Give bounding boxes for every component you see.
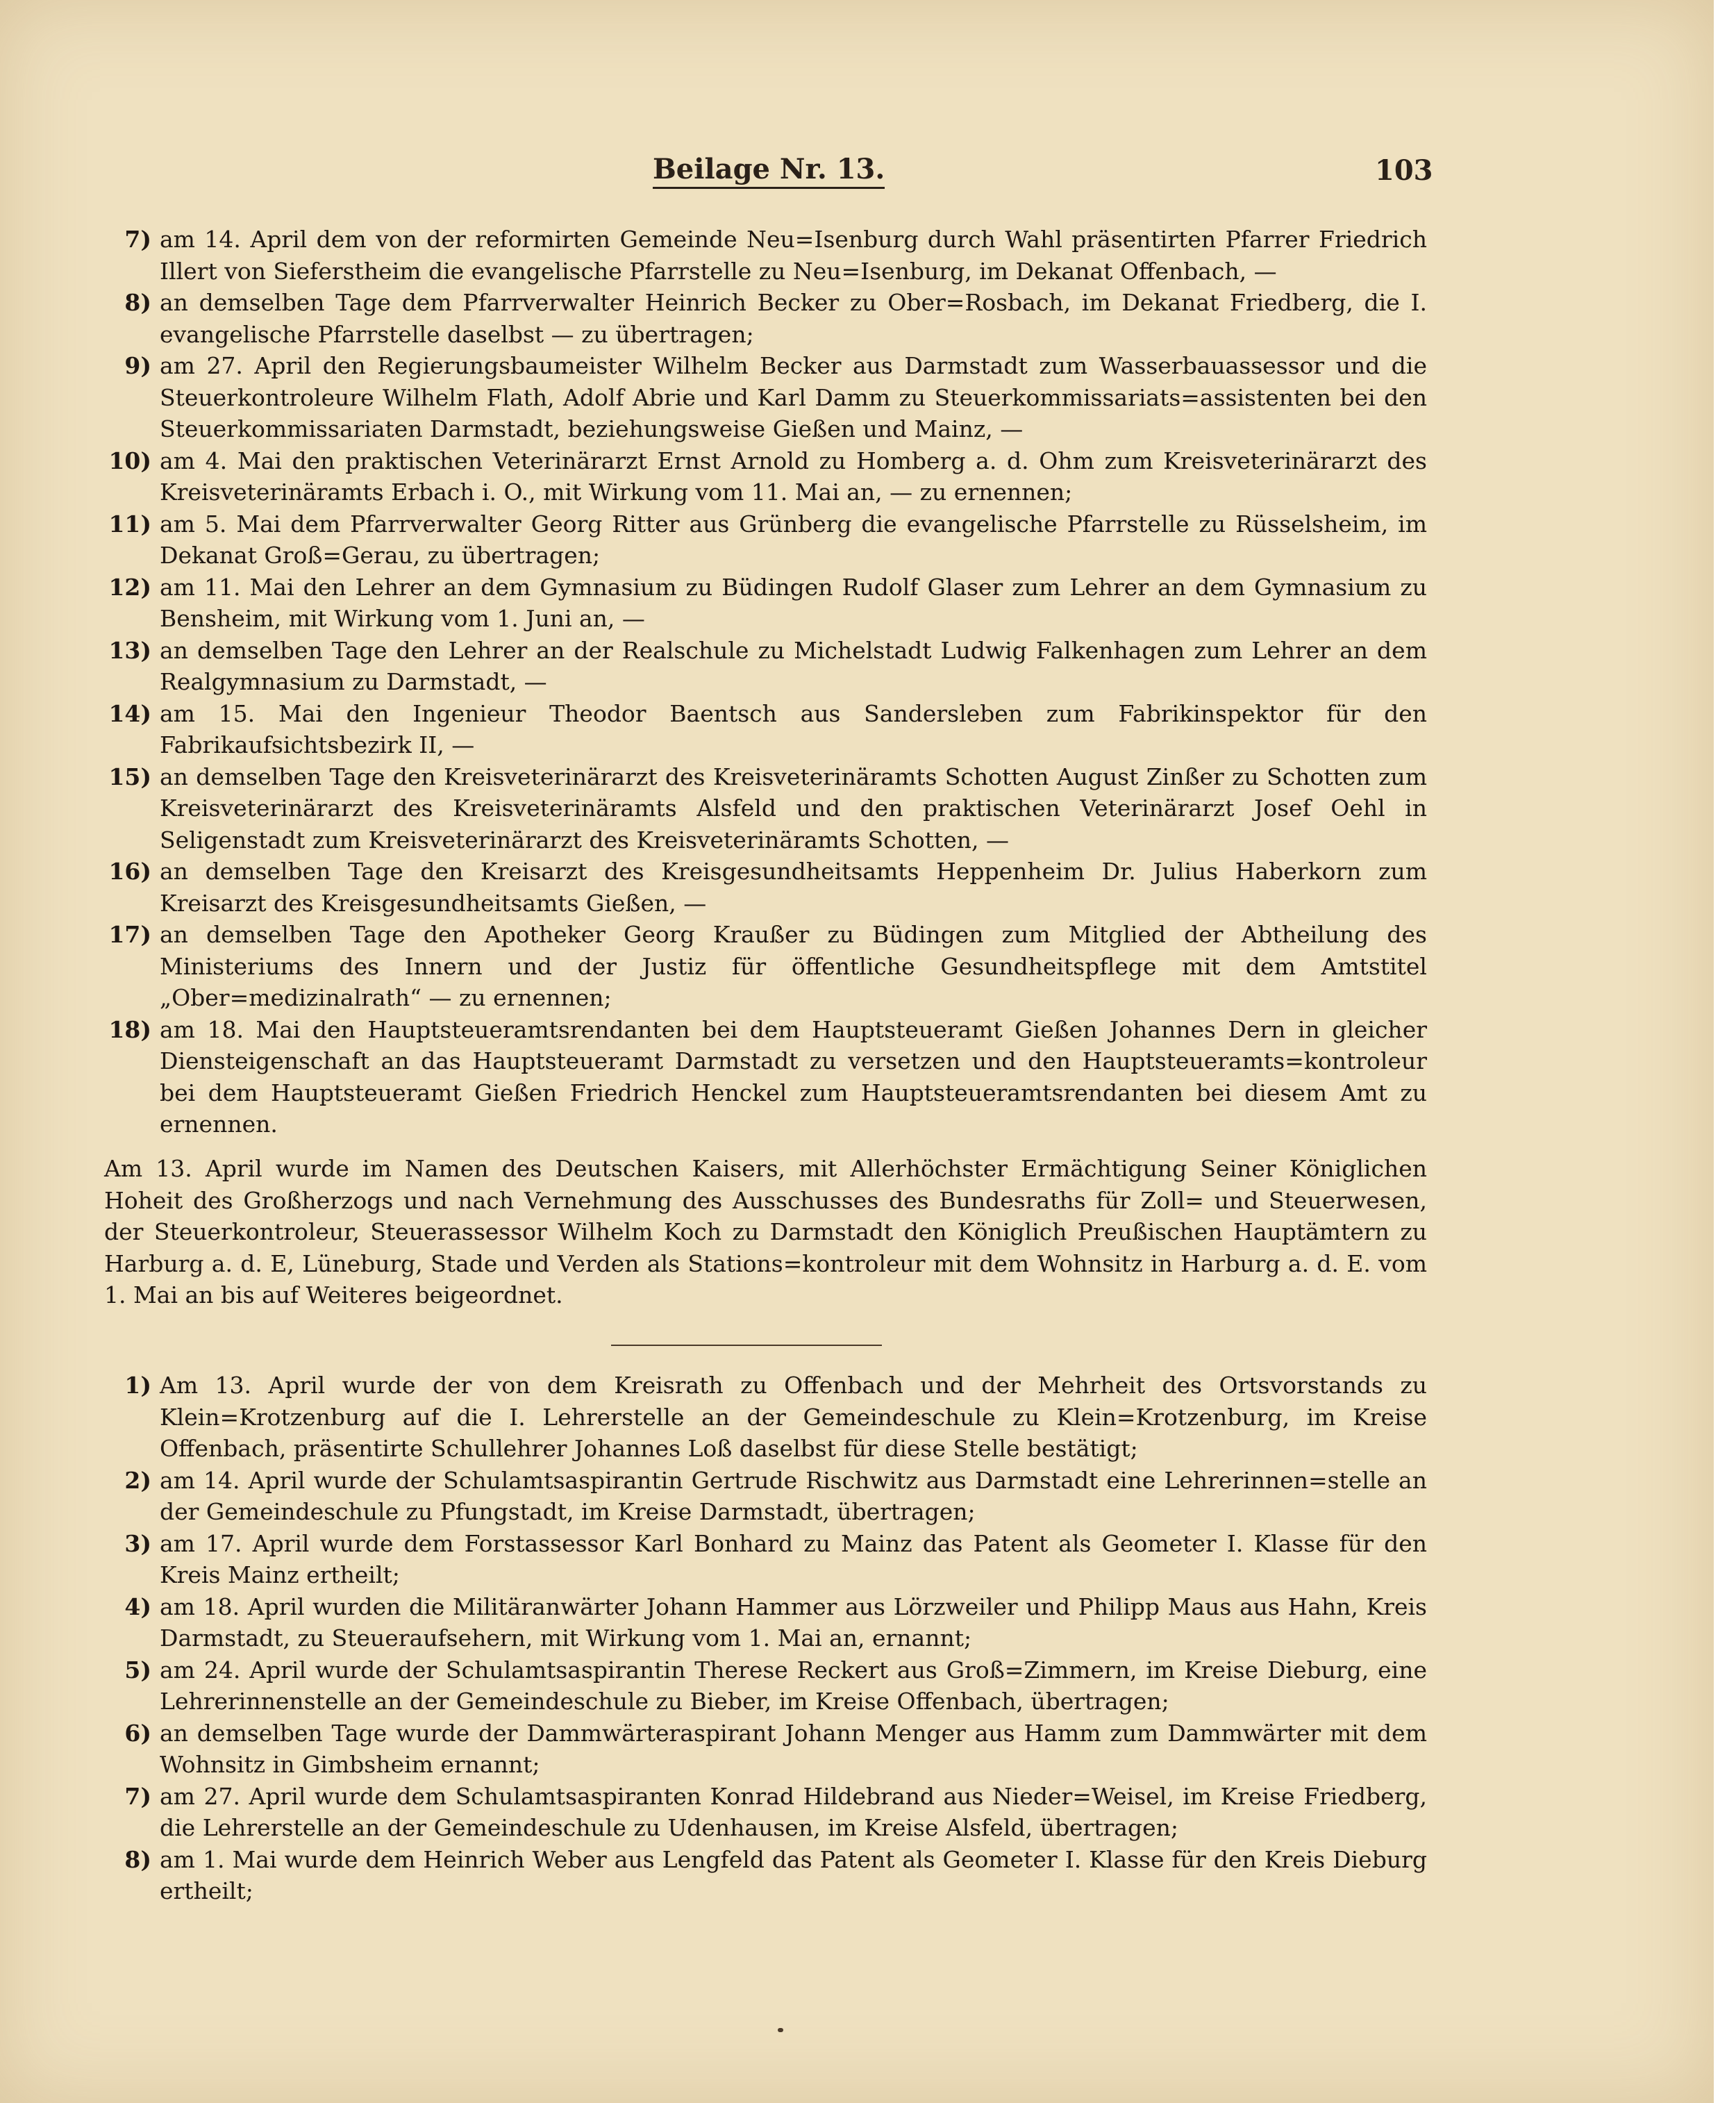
- item-text: an demselben Tage den Apotheker Georg Kraußer zu Büdingen zum Mitglied der Abtheilung des Ministeriums des Innern und der Justiz für öffentliche Gesundheitspflege mit dem Amtstitel „Ober=medizinalrath“ — zu ernennen;: [160, 921, 1427, 1011]
- list-item: [104, 919, 1427, 1014]
- item-number: 9): [124, 352, 151, 379]
- item-text: an demselben Tage den Kreisarzt des Kreisgesundheitsamts Heppenheim Dr. Julius Haberkorn zum Kreisarzt des Kreisgesundheitsamts Gießen, —: [160, 858, 1427, 917]
- list-item: [104, 1370, 1427, 1465]
- item-text: am 27. April den Regierungsbaumeister Wilhelm Becker aus Darmstadt zum Wasserbauassessor und die Steuerkontroleure Wilhelm Flath, Adolf Abrie und Karl Damm zu Steuerkommissariats=assistenten bei den Steuerkommissariaten Darmstadt, beziehungsweise Gießen und Mainz, —: [160, 352, 1427, 442]
- list-item: [104, 698, 1427, 761]
- list-item: [104, 1014, 1427, 1140]
- item-number: 17): [108, 921, 151, 948]
- item-text: am 1. Mai wurde dem Heinrich Weber aus Lengfeld das Patent als Geometer I. Klasse für den Kreis Dieburg ertheilt;: [160, 1845, 1427, 1904]
- list-item: [104, 635, 1427, 698]
- list-item: [104, 1465, 1427, 1528]
- item-text: am 18. Mai den Hauptsteueramtsrendanten bei dem Hauptsteueramt Gießen Johannes Dern in gleicher Diensteigenschaft an das Hauptsteueramt Darmstadt zu versetzen und den Hauptsteueramts=kontroleur bei dem Hauptsteueramt Gießen Friedrich Henckel zum Hauptsteueramtsrendanten bei diesem Amt zu ernennen.: [160, 1015, 1427, 1138]
- appointments-list-2: [104, 1370, 1427, 1907]
- list-item: [104, 1591, 1427, 1654]
- bottom-mark: [778, 2028, 783, 2032]
- list-item: [104, 1844, 1427, 1907]
- item-number: 8): [124, 289, 151, 316]
- list-item: [104, 761, 1427, 856]
- list-item: [104, 508, 1427, 572]
- item-number: 11): [108, 510, 151, 538]
- list-item: [104, 1654, 1427, 1718]
- item-number: 5): [124, 1656, 151, 1684]
- item-text: an demselben Tage wurde der Dammwärteraspirant Johann Menger aus Hamm zum Dammwärter mit dem Wohnsitz in Gimbsheim ernannt;: [160, 1719, 1427, 1778]
- item-number: 12): [108, 573, 151, 601]
- item-number: 2): [124, 1466, 151, 1494]
- item-number: 4): [124, 1593, 151, 1620]
- list-item: [104, 1528, 1427, 1591]
- item-number: 3): [124, 1529, 151, 1557]
- customs-paragraph: Am 13. April wurde im Namen des Deutschen Kaisers, mit Allerhöchster Ermächtigung Seiner Königlichen Hoheit des Großherzogs und nach Vernehmung des Ausschusses des Bundesraths für Zoll= und Steuerwesen, der Steuerkontroleur, Steuerassessor Wilhelm Koch zu Darmstadt den Königlich Preußischen Hauptämtern zu Harburg a. d. E, Lüneburg, Stade und Verden als Stations=kontroleur mit dem Wohnsitz in Harburg a. d. E. vom 1. Mai an bis auf Weiteres beigeordnet.: [104, 1155, 1427, 1308]
- item-text: Am 13. April wurde der von dem Kreisrath zu Offenbach und der Mehrheit des Ortsvorstands zu Klein=Krotzenburg auf die I. Lehrerstelle an der Gemeindeschule zu Klein=Krotzenburg, im Kreise Offenbach, präsentirte Schullehrer Johannes Loß daselbst für diese Stelle bestätigt;: [160, 1372, 1427, 1462]
- item-text: am 27. April wurde dem Schulamtsaspiranten Konrad Hildebrand aus Nieder=Weisel, im Kreise Friedberg, die Lehrerstelle an der Gemeindeschule zu Udenhausen, im Kreise Alsfeld, übertragen;: [160, 1782, 1427, 1841]
- item-text: am 24. April wurde der Schulamtsaspirantin Therese Reckert aus Groß=Zimmern, im Kreise Dieburg, eine Lehrerinnenstelle an der Gemeindeschule zu Bieber, im Kreise Offenbach, übertragen;: [160, 1656, 1427, 1715]
- item-text: am 11. Mai den Lehrer an dem Gymnasium zu Büdingen Rudolf Glaser zum Lehrer an dem Gymnasium zu Bensheim, mit Wirkung vom 1. Juni an, —: [160, 573, 1427, 632]
- page-header: Beilage Nr. 13.: [653, 153, 885, 189]
- list-item: [104, 1781, 1427, 1844]
- item-text: am 5. Mai dem Pfarrverwalter Georg Ritter aus Grünberg die evangelische Pfarrstelle zu Rüsselsheim, im Dekanat Groß=Gerau, zu übertragen;: [160, 510, 1427, 569]
- list-item: [104, 445, 1427, 508]
- list-item: [104, 572, 1427, 635]
- list-item: [104, 350, 1427, 445]
- page-edge: [1714, 0, 1736, 2103]
- section-divider: [611, 1345, 882, 1346]
- list-item: [104, 1718, 1427, 1781]
- list-item: [104, 224, 1427, 287]
- item-text: am 14. April wurde der Schulamtsaspirantin Gertrude Rischwitz aus Darmstadt eine Lehrerinnen=stelle an der Gemeindeschule zu Pfungstadt, im Kreise Darmstadt, übertragen;: [160, 1466, 1427, 1525]
- item-text: am 15. Mai den Ingenieur Theodor Baentsch aus Sandersleben zum Fabrikinspektor für den Fabrikaufsichtsbezirk II, —: [160, 699, 1427, 758]
- item-number: 7): [124, 1782, 151, 1810]
- page-number: 103: [1375, 154, 1433, 187]
- item-number: 14): [108, 699, 151, 727]
- item-text: am 18. April wurden die Militäranwärter Johann Hammer aus Lörzweiler und Philipp Maus aus Hahn, Kreis Darmstadt, zu Steueraufsehern, mit Wirkung vom 1. Mai an, ernannt;: [160, 1593, 1427, 1652]
- item-text: an demselben Tage den Kreisveterinärarzt des Kreisveterinäramts Schotten August Zinßer zu Schotten zum Kreisveterinärarzt des Kreisveterinäramts Alsfeld und den praktischen Veterinärarzt Josef Oehl in Seligenstadt zum Kreisveterinärarzt des Kreisveterinäramts Schotten, —: [160, 763, 1427, 854]
- item-number: 18): [108, 1015, 151, 1043]
- item-text: an demselben Tage den Lehrer an der Realschule zu Michelstadt Ludwig Falkenhagen zum Lehrer an dem Realgymnasium zu Darmstadt, —: [160, 636, 1427, 695]
- item-number: 7): [124, 226, 151, 253]
- item-text: an demselben Tage dem Pfarrverwalter Heinrich Becker zu Ober=Rosbach, im Dekanat Friedberg, die I. evangelische Pfarrstelle daselbst — zu übertragen;: [160, 289, 1427, 348]
- item-text: am 14. April dem von der reformirten Gemeinde Neu=Isenburg durch Wahl präsentirten Pfarrer Friedrich Illert von Sieferstheim die evangelische Pfarrstelle zu Neu=Isenburg, im Dekanat Offenbach, —: [160, 226, 1427, 285]
- item-number: 1): [124, 1372, 151, 1399]
- appointments-list-1: [104, 224, 1427, 1140]
- item-number: 6): [124, 1719, 151, 1747]
- item-number: 8): [124, 1845, 151, 1873]
- item-number: 16): [108, 858, 151, 885]
- list-item: [104, 287, 1427, 350]
- item-number: 13): [108, 636, 151, 664]
- item-number: 15): [108, 763, 151, 790]
- item-number: 10): [108, 447, 151, 474]
- list-item: [104, 856, 1427, 919]
- item-text: am 17. April wurde dem Forstassessor Karl Bonhard zu Mainz das Patent als Geometer I. Klasse für den Kreis Mainz ertheilt;: [160, 1529, 1427, 1588]
- item-text: am 4. Mai den praktischen Veterinärarzt Ernst Arnold zu Homberg a. d. Ohm zum Kreisveterinärarzt des Kreisveterinäramts Erbach i. O., mit Wirkung vom 11. Mai an, — zu ernennen;: [160, 447, 1427, 506]
